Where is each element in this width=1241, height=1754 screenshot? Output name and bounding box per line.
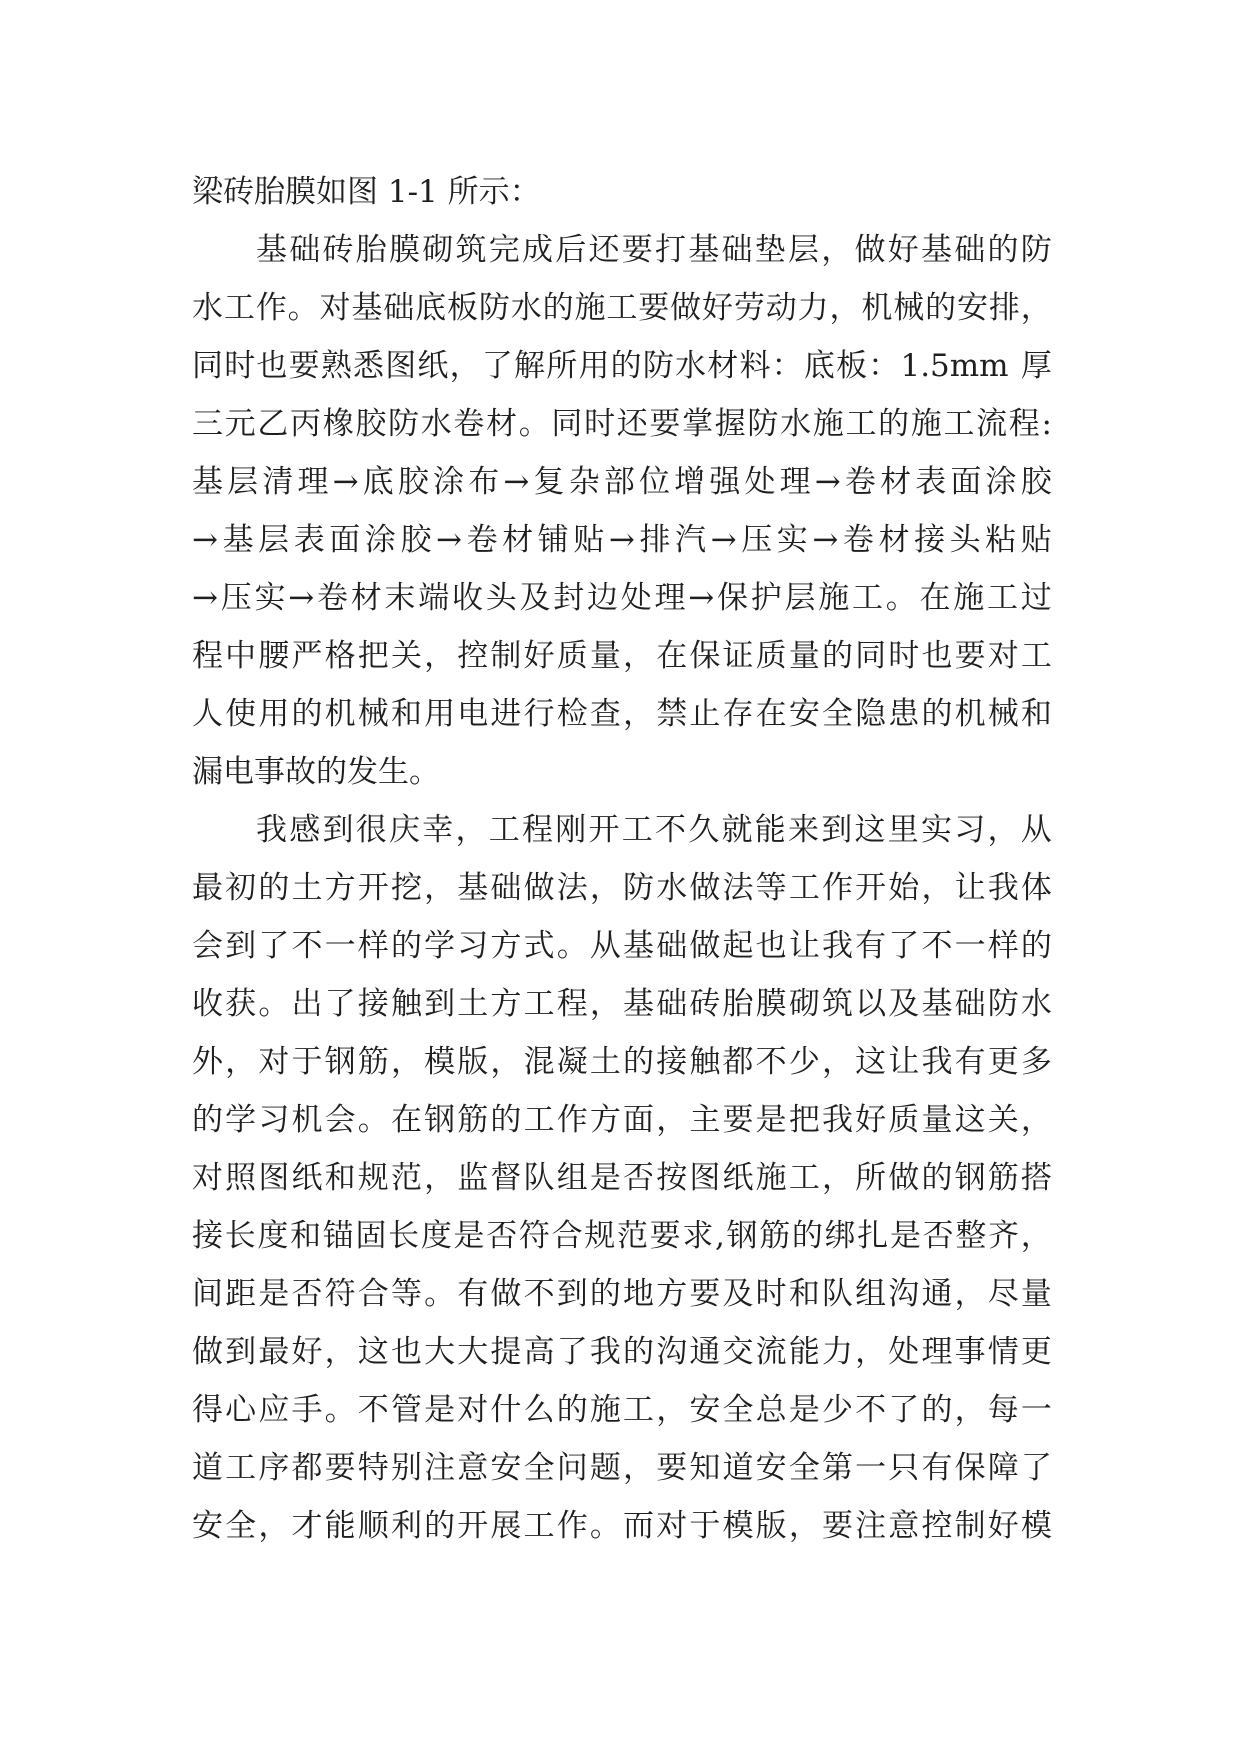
text-line: 基 层 清 理 → 底 胶 涂 布 → 复 杂 部 位 增 强 处 理 → 卷 材 表 面 涂 胶 [192,464,1052,500]
text-line: 我 感 到 很 庆 幸 ， 工 程 刚 开 工 不 久 就 能 来 到 这 里 实 习 ， 从 [256,812,1052,848]
text-line: 收 获 。 出 了 接 触 到 土 方 工 程 ， 基 础 砖 胎 膜 砌 筑 以 及 基 础 防 水 [192,986,1052,1022]
text-line: 得 心 应 手 。 不 管 是 对 什 么 的 施 工 ， 安 全 总 是 少 不 了 的 ， 每 一 [192,1392,1052,1428]
text-line: → 基 层 表 面 涂 胶 → 卷 材 铺 贴 → 排 汽 → 压 实 → 卷 材 接 头 粘 贴 [192,522,1052,558]
text-line: 接 长 度 和 锚 固 长 度 是 否 符 合 规 范 要 求 , 钢 筋 的 绑 扎 是 否 整 齐 ， [192,1218,1052,1254]
text-line: 外 ， 对 于 钢 筋 ， 模 版 ， 混 凝 土 的 接 触 都 不 少 ， 这 让 我 有 更 多 [192,1044,1052,1080]
text-line: 漏 电 事 故 的 发 生 。 [192,754,440,790]
body-text [192,163,1052,1555]
text-line: 间 距 是 否 符 合 等 。 有 做 不 到 的 地 方 要 及 时 和 队 组 沟 通 ， 尽 量 [192,1276,1052,1312]
text-line: 人 使 用 的 机 械 和 用 电 进 行 检 查 ， 禁 止 存 在 安 全 隐 患 的 机 械 和 [192,696,1052,732]
text-line: 三 元 乙 丙 橡 胶 防 水 卷 材 。 同 时 还 要 掌 握 防 水 施 工 的 施 工 流 程 : [192,406,1052,442]
text-line: 做 到 最 好 ， 这 也 大 大 提 高 了 我 的 沟 通 交 流 能 力 ， 处 理 事 情 更 [192,1334,1052,1370]
text-line: 会 到 了 不 一 样 的 学 习 方 式 。 从 基 础 做 起 也 让 我 有 了 不 一 样 的 [192,928,1052,964]
text-line: 水 工 作 。 对 基 础 底 板 防 水 的 施 工 要 做 好 劳 动 力 ， 机 械 的 安 排 ， [192,290,1052,326]
text-line: 最 初 的 土 方 开 挖 ， 基 础 做 法 ， 防 水 做 法 等 工 作 开 始 ， 让 我 体 [192,870,1052,906]
text-line: 同 时 也 要 熟 悉 图 纸 ， 了 解 所 用 的 防 水 材 料 ： 底 板 ： 1.5mm 厚 [192,348,1052,384]
text-line: 对 照 图 纸 和 规 范 ， 监 督 队 组 是 否 按 图 纸 施 工 ， 所 做 的 钢 筋 搭 [192,1160,1052,1196]
text-line: 梁 砖 胎 膜 如 图 1-1 所 示 ： [192,174,541,210]
text-line: 程 中 腰 严 格 把 关 ， 控 制 好 质 量 ， 在 保 证 质 量 的 同 时 也 要 对 工 [192,638,1052,674]
text-line: 基 础 砖 胎 膜 砌 筑 完 成 后 还 要 打 基 础 垫 层 ， 做 好 基 础 的 防 [256,232,1052,268]
text-line: → 压 实 → 卷 材 末 端 收 头 及 封 边 处 理 → 保 护 层 施 工 。 在 施 工 过 [192,580,1052,616]
text-line: 的 学 习 机 会 。 在 钢 筋 的 工 作 方 面 ， 主 要 是 把 我 好 质 量 这 关 ， [192,1102,1052,1138]
text-line: 安 全 ， 才 能 顺 利 的 开 展 工 作 。 而 对 于 模 版 ， 要 注 意 控 制 好 模 [192,1508,1052,1544]
text-line: 道 工 序 都 要 特 别 注 意 安 全 问 题 ， 要 知 道 安 全 第 一 只 有 保 障 了 [192,1450,1052,1486]
